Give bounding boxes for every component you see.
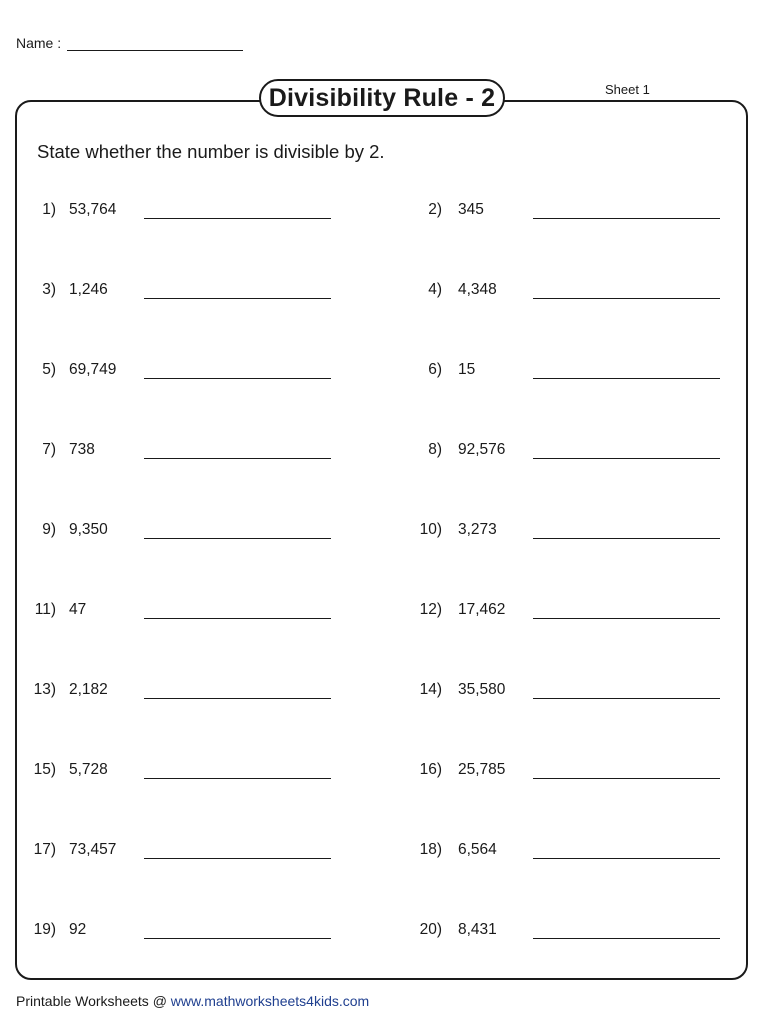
problem-item — [0, 281, 768, 303]
problem-value: 25,785 — [458, 761, 506, 778]
problem-value: 3,273 — [458, 521, 497, 538]
problem-value: 738 — [69, 441, 95, 458]
problem-value: 4,348 — [458, 281, 497, 298]
problem-number: 18) — [419, 841, 442, 858]
problem-number: 14) — [419, 681, 442, 698]
problem-value: 9,350 — [69, 521, 108, 538]
problem-value: 47 — [69, 601, 87, 618]
sheet-label: Sheet 1 — [605, 82, 650, 97]
problem-item — [0, 761, 768, 783]
problem-value: 1,246 — [69, 281, 108, 298]
problem-value: 35,580 — [458, 681, 506, 698]
instruction-text: State whether the number is divisible by 2. — [37, 141, 385, 162]
problem-value: 69,749 — [69, 361, 117, 378]
answer-line[interactable] — [533, 218, 720, 219]
problem-number: 3) — [42, 281, 56, 298]
answer-line[interactable] — [533, 778, 720, 779]
answer-line[interactable] — [533, 698, 720, 699]
problem-value: 2,182 — [69, 681, 108, 698]
problem-number: 2) — [428, 201, 442, 218]
problem-number: 11) — [34, 601, 56, 618]
name-row — [16, 34, 243, 51]
problem-item — [0, 601, 768, 623]
footer-label: Printable Worksheets @ — [16, 993, 167, 1009]
problem-number: 20) — [419, 921, 442, 938]
problem-number: 8) — [428, 441, 442, 458]
problem-value: 92 — [69, 921, 87, 938]
problem-value: 5,728 — [69, 761, 108, 778]
answer-line[interactable] — [533, 618, 720, 619]
problem-item — [0, 201, 768, 223]
problem-number: 13) — [33, 681, 56, 698]
problem-number: 19) — [33, 921, 56, 938]
answer-line[interactable] — [533, 858, 720, 859]
answer-line[interactable] — [533, 458, 720, 459]
problem-number: 17) — [33, 841, 56, 858]
problem-item — [0, 681, 768, 703]
problem-number: 1) — [42, 201, 56, 218]
problem-value: 15 — [458, 361, 476, 378]
answer-line[interactable] — [533, 298, 720, 299]
problem-item — [0, 521, 768, 543]
problem-value: 53,764 — [69, 201, 117, 218]
problem-item — [0, 361, 768, 383]
problem-value: 345 — [458, 201, 484, 218]
problem-number: 6) — [428, 361, 442, 378]
problem-item — [0, 921, 768, 943]
problem-number: 15) — [33, 761, 56, 778]
answer-line[interactable] — [533, 538, 720, 539]
problem-value: 92,576 — [458, 441, 506, 458]
problem-value: 8,431 — [458, 921, 497, 938]
problem-number: 5) — [42, 361, 56, 378]
answer-line[interactable] — [533, 938, 720, 939]
problem-number: 7) — [42, 441, 56, 458]
worksheet-title: Divisibility Rule - 2 — [259, 79, 505, 117]
name-field[interactable] — [67, 34, 243, 51]
problem-number: 16) — [419, 761, 442, 778]
footer — [16, 993, 369, 1009]
problem-item — [0, 441, 768, 463]
problem-value: 6,564 — [458, 841, 497, 858]
problem-value: 17,462 — [458, 601, 506, 618]
problem-number: 10) — [419, 521, 442, 538]
problem-number: 12) — [419, 601, 442, 618]
problem-number: 4) — [428, 281, 442, 298]
footer-link[interactable]: www.mathworksheets4kids.com — [170, 993, 370, 1009]
problem-item — [0, 841, 768, 863]
name-label: Name : — [16, 35, 62, 51]
problem-number: 9) — [42, 521, 56, 538]
answer-line[interactable] — [533, 378, 720, 379]
problem-value: 73,457 — [69, 841, 117, 858]
